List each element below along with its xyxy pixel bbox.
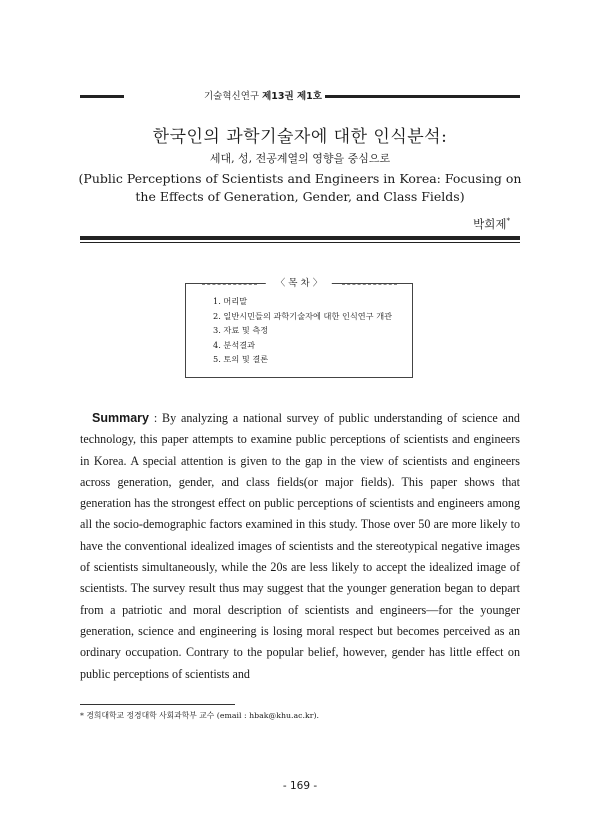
- page-number: - 169 -: [282, 780, 318, 792]
- summary-paragraph: [80, 408, 520, 685]
- toc-heading: 〈 목 차 〉: [266, 277, 332, 291]
- running-head: [80, 90, 520, 104]
- toc-item: 5. 토의 및 결론: [213, 354, 269, 365]
- paper-title: 한국인의 과학기술자에 대한 인식분석:: [152, 127, 448, 147]
- paper-subtitle: 세대, 성, 전공계열의 영향을 중심으로: [209, 152, 391, 165]
- header-rule-thick: [80, 236, 520, 240]
- footnote: * 경희대학교 정경대학 사회과학부 교수 (email : hbak@khu.ac.kr).: [80, 711, 319, 720]
- running-head-rule-left: [80, 95, 124, 98]
- toc-item: 1. 머리말: [213, 296, 248, 306]
- author: [473, 213, 510, 232]
- author-footnote-mark: *: [506, 217, 510, 225]
- toc-list: [213, 294, 392, 367]
- toc-item: 3. 자료 및 측정: [213, 325, 269, 336]
- toc-dash-right: [342, 284, 397, 285]
- english-title: (Public Perceptions of Scientists and Engineers in Korea: Focusing on the Effects of Generation, Gender, and Class Fields): [78, 171, 522, 204]
- summary-label: Summary: [92, 411, 149, 425]
- author-name: 박희제: [473, 216, 507, 231]
- running-head-text: [201, 90, 325, 104]
- toc-item: 2. 일반시민들의 과학기술자에 대한 인식연구 개관: [213, 310, 393, 321]
- table-of-contents: [185, 278, 413, 378]
- summary-separator: :: [148, 411, 163, 425]
- journal-name: 기술혁신연구: [204, 91, 260, 102]
- journal-volume: 제13권 제1호: [262, 91, 322, 102]
- toc-item: 4. 분석결과: [213, 339, 256, 350]
- summary-text: By analyzing a national survey of public understanding of science and technology, this paper attempts to examine public perceptions of scientists and engineers in Korea. A special attention is given to the gap in the view of scientists and engineers across generation, gender, and class fields(or major fields). This paper shows that generation has the strongest effect on public perceptions of scientists and engineers among all the socio-demographic factors examined in this study. Those over 50 are more likely to have the conventional idealized images of scientists and the stereotypical negative images of scientists simultaneously, while the 20s are less likely to accept the idealized image of scientists. The survey result thus may suggest that the younger generation began to depart from a patriotic and moral description of scientists and engineers—for the younger generation, science and engineering is losing moral respect but becomes perceived as an ordinary occupation. Contrary to the popular belief, however, gender has little effect on public perceptions of scientists and: [80, 411, 520, 681]
- footnote-rule: [80, 704, 235, 705]
- header-rule-thin: [80, 242, 520, 243]
- toc-dash-left: [202, 284, 257, 285]
